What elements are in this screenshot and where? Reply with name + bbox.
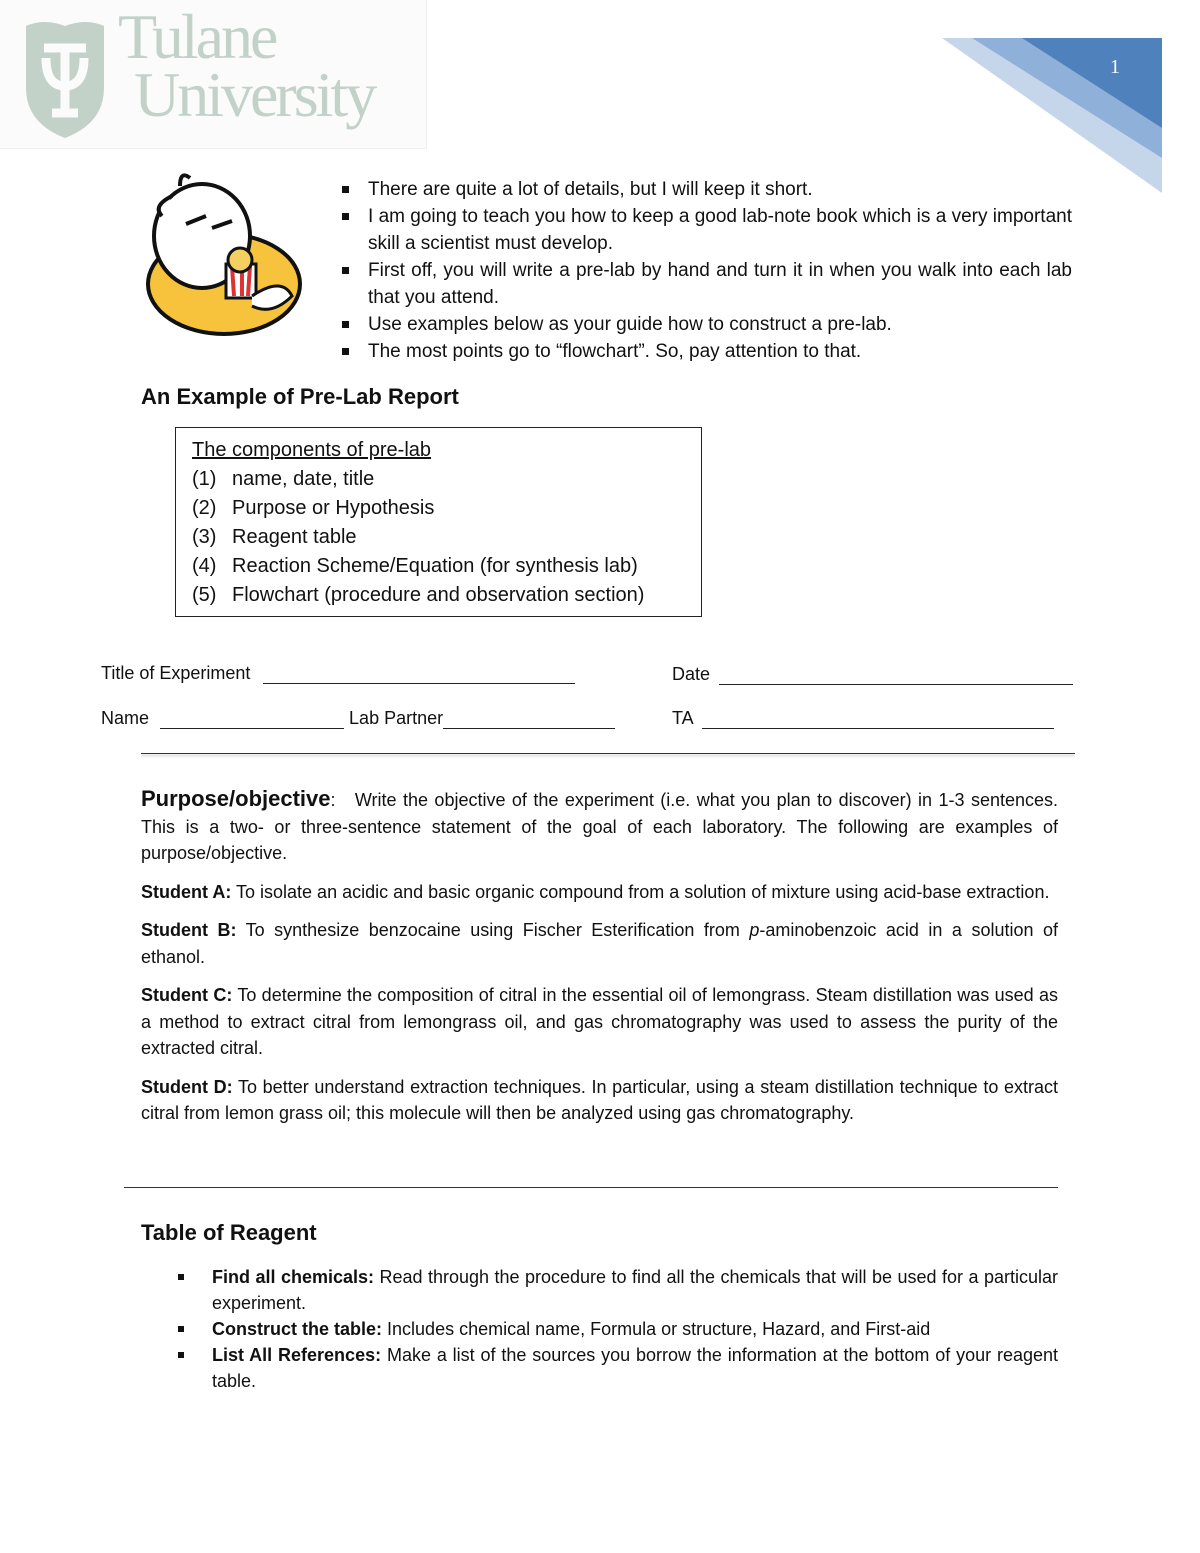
item-text: Flowchart (procedure and observation section) [232, 584, 645, 606]
components-title: The components of pre-lab [192, 439, 432, 461]
item-text: Read through the procedure to find all the chemicals that will be used for a particular experiment. [212, 1267, 1058, 1313]
list-item [176, 1342, 1058, 1394]
list-item: There are quite a lot of details, but I will keep it short. [340, 176, 1072, 203]
date-field[interactable] [672, 664, 1073, 685]
reagent-heading: Table of Reagent [141, 1220, 317, 1245]
corner-decoration [942, 38, 1162, 193]
reagent-bullet-list [176, 1264, 1058, 1394]
item-label: Construct the table: [212, 1319, 383, 1339]
ta-blank[interactable] [702, 710, 1054, 729]
partner-blank[interactable] [443, 710, 615, 729]
list-item: Use examples below as your guide how to construct a pre-lab. [340, 311, 1072, 338]
purpose-heading: Purpose/objective [141, 786, 331, 811]
component-item [192, 552, 701, 581]
cartoon-rabbit-illustration [142, 166, 312, 338]
item-text: Make a list of the sources you borrow the information at the bottom of your reagent table. [212, 1345, 1058, 1391]
list-item: First off, you will write a pre-lab by hand and turn it in when you walk into each lab that you attend. [340, 257, 1072, 311]
partner-label: Lab Partner [349, 708, 444, 728]
item-number: (5) [192, 584, 217, 606]
name-field[interactable] [101, 708, 615, 729]
date-label: Date [672, 664, 711, 684]
item-text: Includes chemical name, Formula or structure, Hazard, and First-aid [387, 1319, 931, 1339]
item-label: Find all chemicals: [212, 1267, 374, 1287]
student-text: -aminobenzoic acid in a solution of ethanol. [141, 920, 1058, 967]
divider [141, 753, 1075, 754]
tulane-logo [0, 0, 427, 149]
item-text: Reaction Scheme/Equation (for synthesis lab) [232, 555, 638, 577]
student-label: Student D: [141, 1076, 233, 1097]
student-text: To better understand extraction techniques. In particular, using a steam distillation technique to extract citral from lemon grass oil; this molecule will then be analyzed using gas chromatography. [141, 1076, 1059, 1123]
item-text: name, date, title [232, 468, 375, 490]
name-blank[interactable] [160, 710, 344, 729]
title-field[interactable] [101, 663, 575, 684]
intro-bullet-list [340, 176, 1072, 365]
purpose-section [141, 786, 1058, 1127]
divider [124, 1187, 1058, 1188]
italic-p: p [749, 920, 760, 940]
component-item [192, 581, 701, 610]
student-label: Student B: [141, 920, 237, 940]
logo-line-1: Tulane [118, 1, 276, 72]
components-box [175, 427, 702, 617]
logo-line-2: University [134, 59, 375, 130]
item-number: (2) [192, 497, 217, 519]
student-text: To isolate an acidic and basic organic compound from a solution of mixture using acid-base extraction. [236, 881, 1050, 902]
colon: : [330, 790, 336, 810]
purpose-text: Write the objective of the experiment (i.e. what you plan to discover) in 1-3 sentences. This is a two- or three-sentence statement of the goal of each laboratory. The following are examples of purpose/objective. [141, 790, 1058, 863]
student-label: Student C: [141, 985, 233, 1005]
title-blank[interactable] [263, 665, 575, 684]
student-example [141, 879, 1058, 906]
page-number: 1 [1110, 56, 1120, 78]
student-text: To synthesize benzocaine using Fischer Esterification from [245, 920, 750, 940]
student-example [141, 917, 1058, 970]
component-item [192, 465, 701, 494]
student-example [141, 1074, 1058, 1127]
purpose-intro [141, 786, 1058, 867]
shield-icon [22, 18, 108, 140]
item-label: List All References: [212, 1345, 382, 1365]
item-text: Purpose or Hypothesis [232, 497, 435, 519]
component-item [192, 523, 701, 552]
list-item [176, 1316, 1058, 1342]
ta-field[interactable] [672, 708, 1054, 729]
student-text: To determine the composition of citral in the essential oil of lemongrass. Steam distillation was used as a method to extract citral from lemongrass oil, and gas chromatography was used to assess the purity of the extracted citral. [141, 985, 1059, 1058]
title-label: Title of Experiment [101, 663, 251, 683]
name-label: Name [101, 708, 150, 728]
item-number: (3) [192, 526, 217, 548]
date-blank[interactable] [719, 666, 1073, 685]
student-example [141, 982, 1058, 1062]
item-number: (4) [192, 555, 217, 577]
student-label: Student A: [141, 881, 232, 902]
item-text: Reagent table [232, 526, 357, 548]
logo-text [118, 1, 375, 130]
item-number: (1) [192, 468, 217, 490]
example-heading: An Example of Pre-Lab Report [141, 384, 459, 409]
list-item: The most points go to “flowchart”. So, pay attention to that. [340, 338, 1072, 365]
list-item [176, 1264, 1058, 1316]
ta-label: TA [672, 708, 693, 728]
list-item: I am going to teach you how to keep a good lab-note book which is a very important skill a scientist must develop. [340, 203, 1072, 257]
component-item [192, 494, 701, 523]
